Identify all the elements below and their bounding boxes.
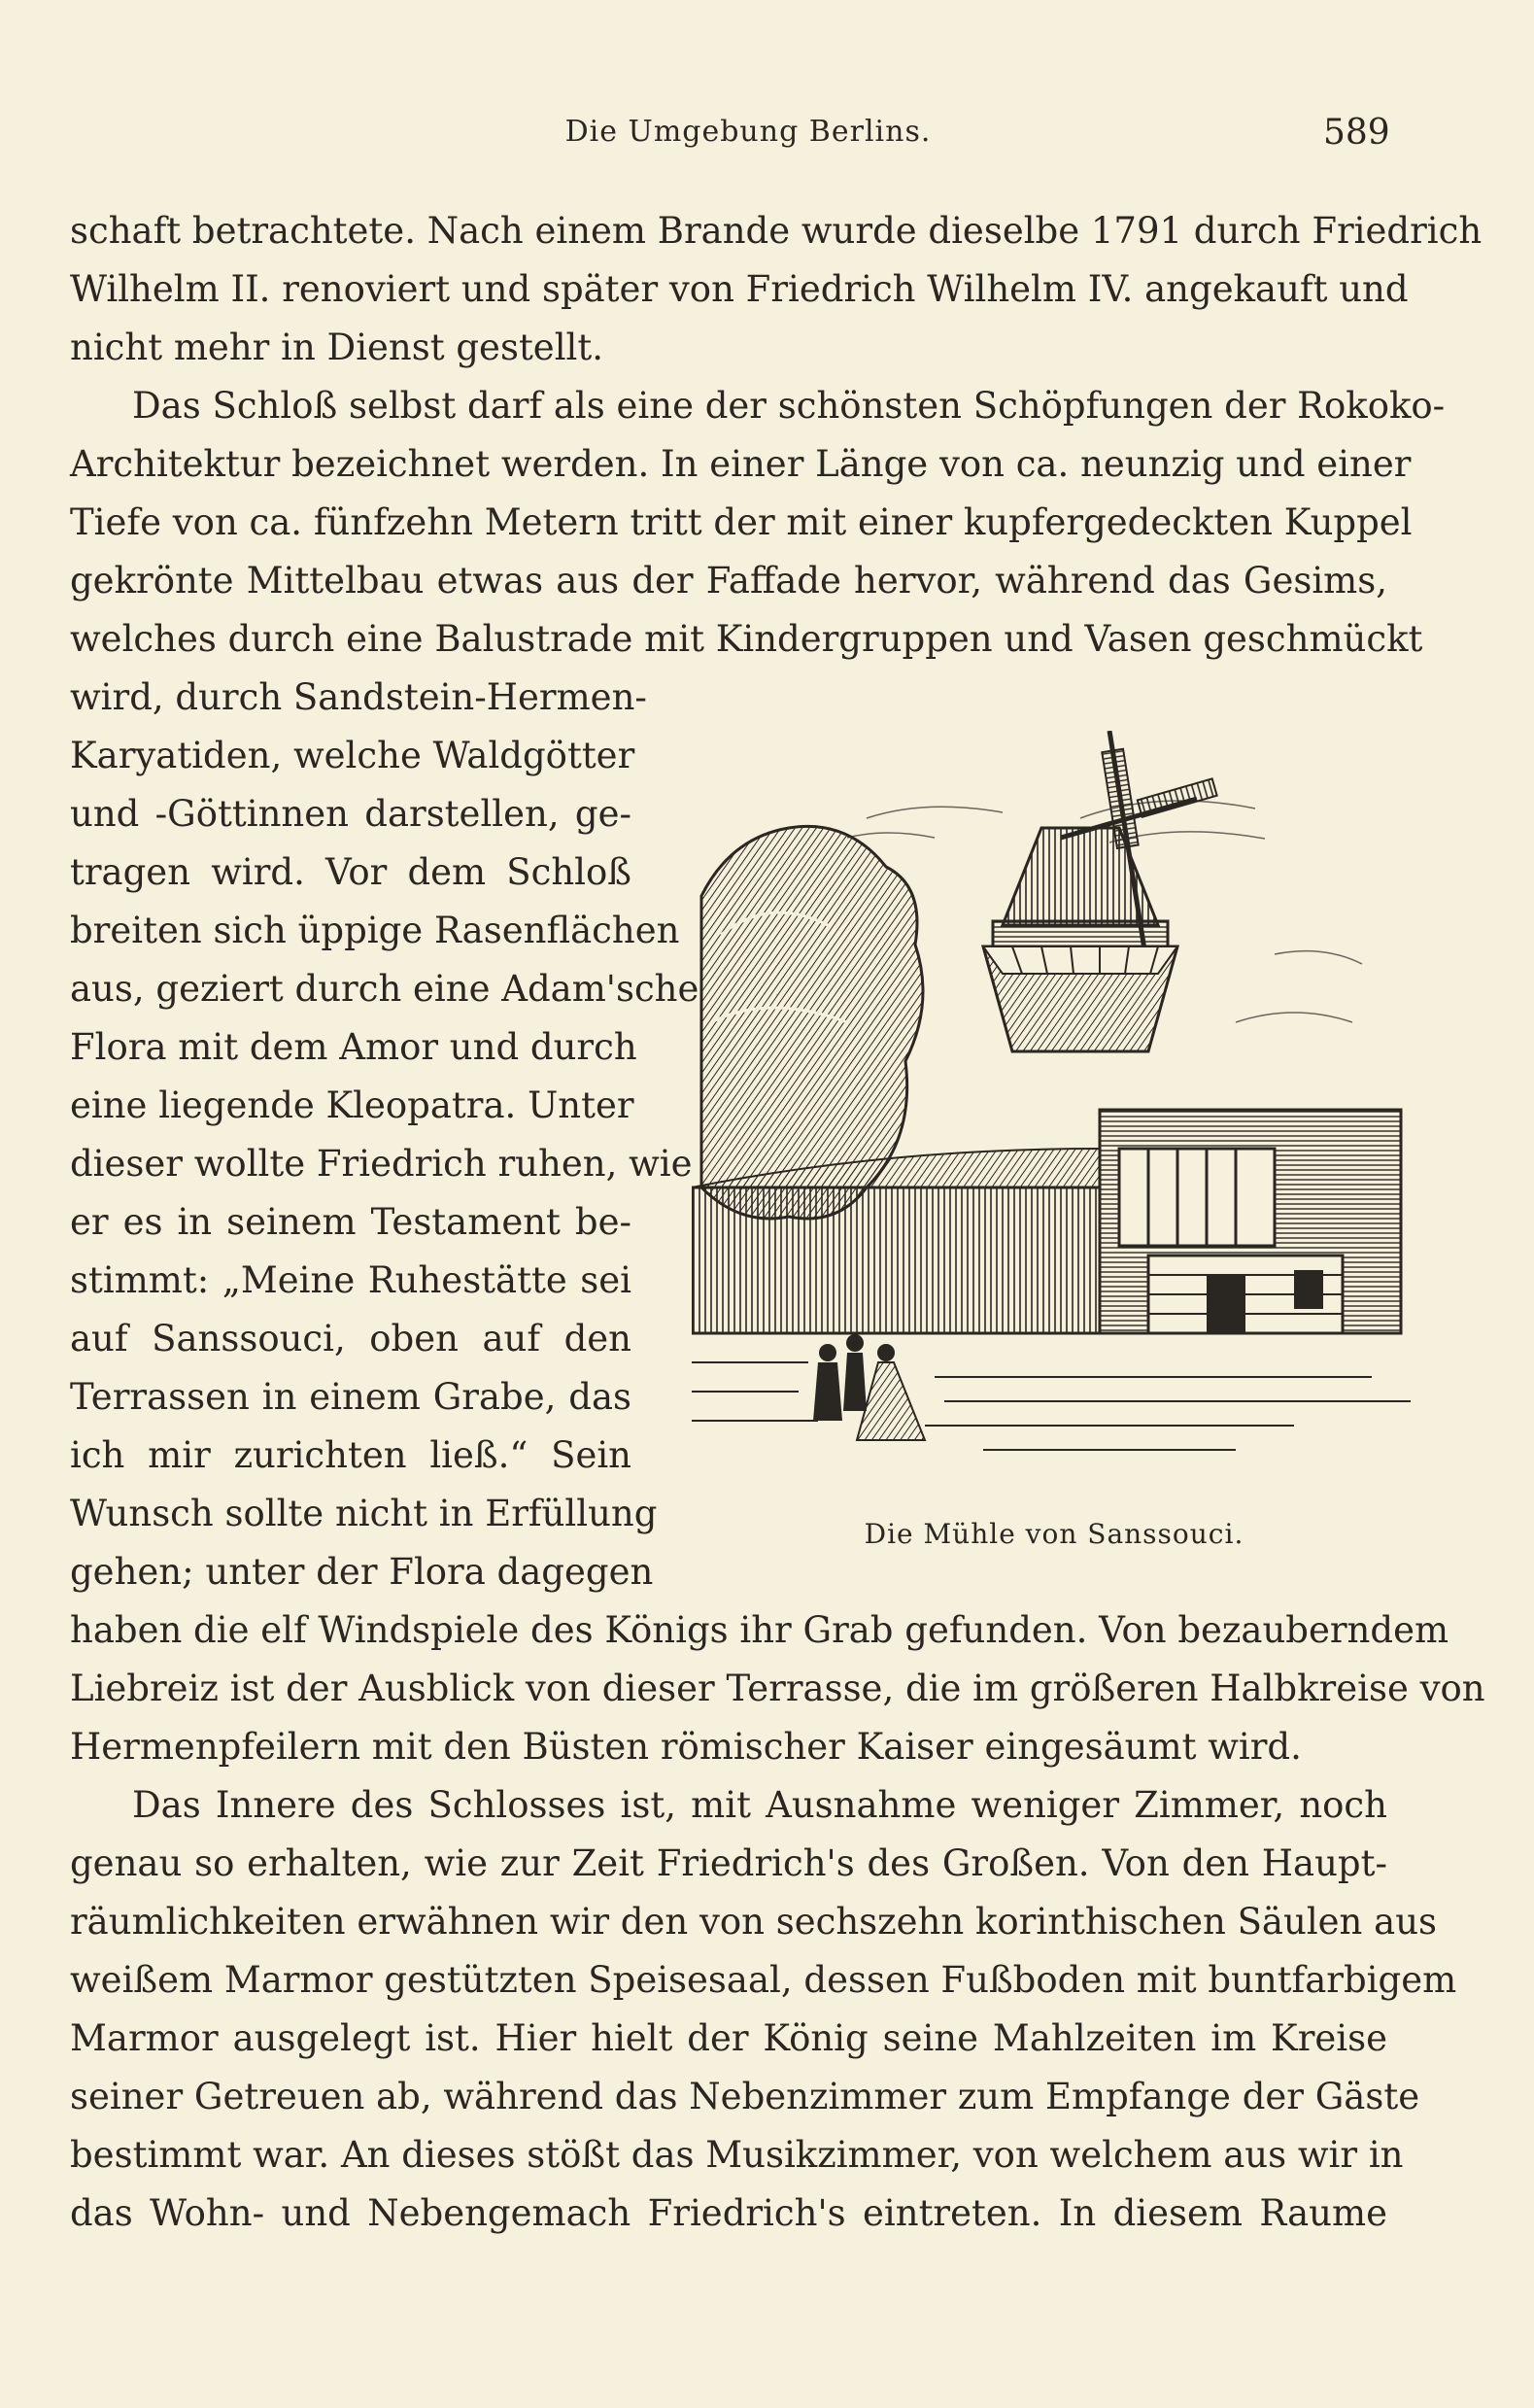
text-line: und -Göttinnen darstellen, ge- bbox=[70, 793, 631, 835]
text-line: weißem Marmor gestützten Speisesaal, dessen Fußboden mit buntfarbigem bbox=[70, 1959, 1457, 2001]
figure-caption: Die Mühle von Sanssouci. bbox=[864, 1518, 1244, 1550]
text-line: Terrassen in einem Grabe, das bbox=[70, 1376, 631, 1418]
text-line: eine liegende Kleopatra. Unter bbox=[70, 1084, 634, 1126]
text-line: bestimmt war. An dieses stößt das Musikzimmer, von welchem aus wir in bbox=[70, 2134, 1404, 2176]
text-line: Architektur bezeichnet werden. In einer Länge von ca. neunzig und einer bbox=[70, 443, 1412, 485]
text-line: Hermenpfeilern mit den Büsten römischer Kaiser eingesäumt wird. bbox=[70, 1726, 1302, 1768]
text-line: Tiefe von ca. fünfzehn Metern tritt der mit einer kupfergedeckten Kuppel bbox=[70, 501, 1413, 543]
text-line: ich mir zurichten ließ.“ Sein bbox=[70, 1434, 631, 1476]
text-line: Das Schloß selbst darf als eine der schönsten Schöpfungen der Rokoko- bbox=[132, 385, 1446, 427]
text-line: breiten sich üppige Rasenflächen bbox=[70, 910, 680, 951]
text-line: Wilhelm II. renoviert und später von Friedrich Wilhelm IV. angekauft und bbox=[70, 268, 1409, 310]
running-header: Die Umgebung Berlins. bbox=[564, 115, 932, 149]
text-line: Liebreiz ist der Ausblick von dieser Terrasse, die im größeren Halbkreise von bbox=[70, 1668, 1485, 1709]
text-line: Das Innere des Schlosses ist, mit Ausnahme weniger Zimmer, noch bbox=[132, 1784, 1387, 1826]
text-line: gehen; unter der Flora dagegen bbox=[70, 1551, 654, 1593]
text-line: räumlichkeiten erwähnen wir den von sechszehn korinthischen Säulen aus bbox=[70, 1901, 1438, 1943]
text-line: dieser wollte Friedrich ruhen, wie bbox=[70, 1143, 693, 1185]
text-line: Wunsch sollte nicht in Erfüllung bbox=[70, 1493, 658, 1534]
text-line: Karyatiden, welche Waldgötter bbox=[70, 735, 635, 776]
text-line: nicht mehr in Dienst gestellt. bbox=[70, 327, 604, 368]
text-line: stimmt: „Meine Ruhestätte sei bbox=[70, 1259, 631, 1301]
text-line: tragen wird. Vor dem Schloß bbox=[70, 851, 631, 893]
text-line: er es in seinem Testament be- bbox=[70, 1201, 631, 1243]
text-line: gekrönte Mittelbau etwas aus der Faffade hervor, während das Gesims, bbox=[70, 560, 1387, 602]
page-number: 589 bbox=[1323, 113, 1390, 153]
text-line: Marmor ausgelegt ist. Hier hielt der König seine Mahlzeiten im Kreise bbox=[70, 2017, 1387, 2059]
text-line: welches durch eine Balustrade mit Kindergruppen und Vasen geschmückt bbox=[70, 618, 1423, 660]
text-line: Flora mit dem Amor und durch bbox=[70, 1026, 637, 1068]
text-line: aus, geziert durch eine Adam'sche bbox=[70, 968, 699, 1010]
text-line: genau so erhalten, wie zur Zeit Friedrich's des Großen. Von den Haupt- bbox=[70, 1842, 1387, 1884]
text-line: das Wohn- und Nebengemach Friedrich's eintreten. In diesem Raume bbox=[70, 2192, 1387, 2234]
text-line: wird, durch Sandstein-Hermen- bbox=[70, 676, 647, 718]
text-line: seiner Getreuen ab, während das Nebenzimmer zum Empfange der Gäste bbox=[70, 2076, 1420, 2117]
text-line: auf Sanssouci, oben auf den bbox=[70, 1318, 631, 1359]
text-line: haben die elf Windspiele des Königs ihr Grab gefunden. Von bezauberndem bbox=[70, 1609, 1449, 1651]
text-line: schaft betrachtete. Nach einem Brande wurde dieselbe 1791 durch Friedrich bbox=[70, 210, 1483, 252]
windmill-illustration bbox=[692, 731, 1418, 1491]
